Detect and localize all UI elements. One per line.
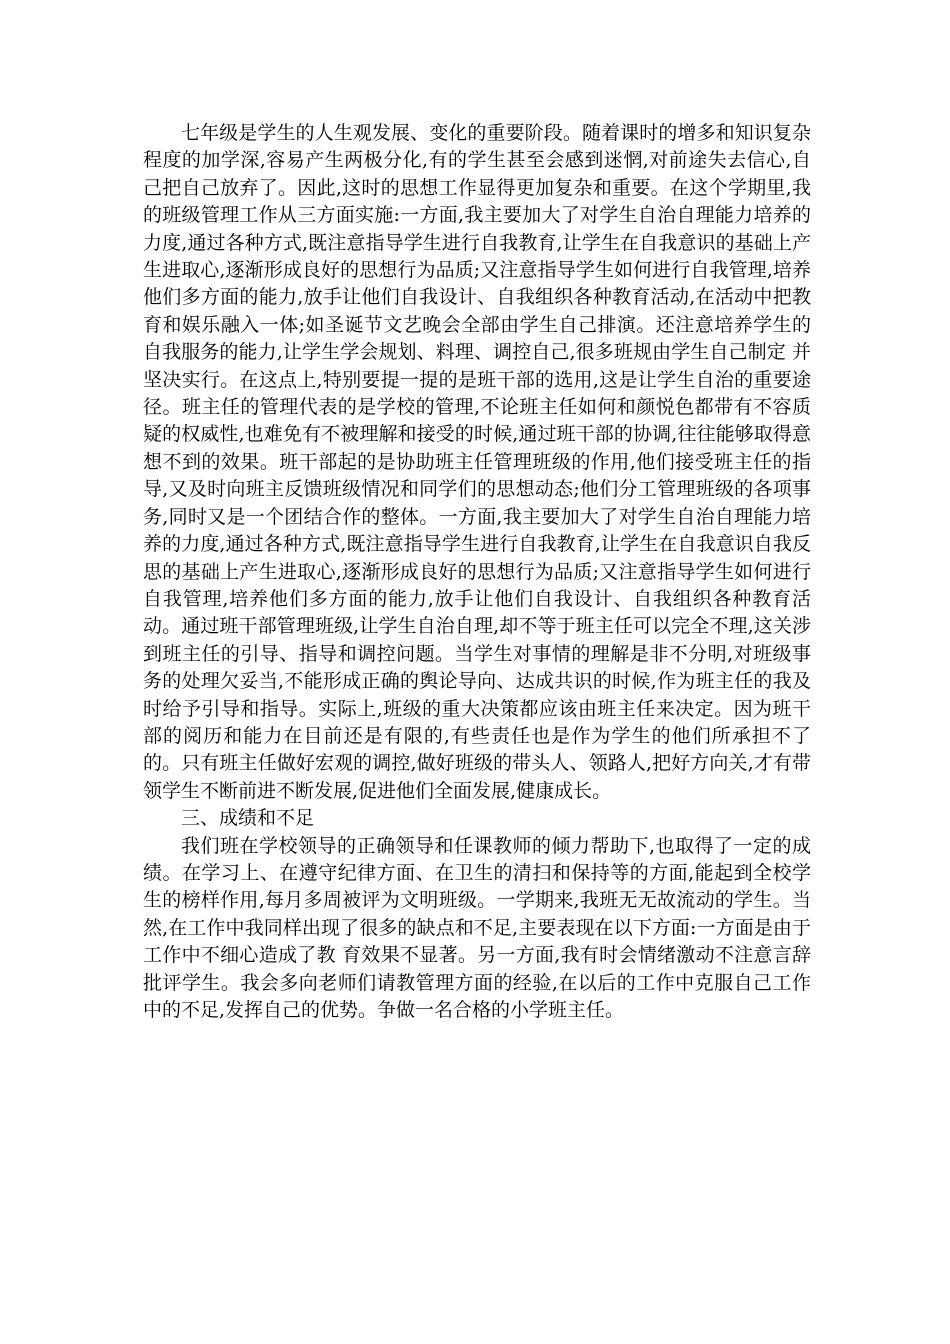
paragraph-achievements: 我们班在学校领导的正确领导和任课教师的倾力帮助下,也取得了一定的成绩。在学习上、在遵守纪律方面、在卫生的清扫和保持等的方面,能起到全校学生的榜样作用,每月多周被评为文明班级。一学期来,我班无无故流动的学生。当然,在工作中我同样出现了很多的缺点和不足,主要表现在以下方面:一方面是由于工作中不细心造成了教 育效果不显著。另一方面,我有时会情绪激动不注意言辞批评学生。我会多向老师们请教管理方面的经验,在以后的工作中克服自己工作中的不足,发挥自己的优势。争做一名合格的小学班主任。: [143, 834, 811, 1021]
section-heading-achievements: 三、成绩和不足: [181, 807, 315, 830]
document-page: [143, 120, 811, 1024]
paragraph-class-management: 七年级是学生的人生观发展、变化的重要阶段。随着课时的增多和知识复杂程度的加学深,容易产生两极分化,有的学生甚至会感到迷惘,对前途失去信心,自己把自己放弃了。因此,这时的思想工作显得更加复杂和重要。在这个学期里,我的班级管理工作从三方面实施:一方面,我主要加大了对学生自治自理能力培养的力度,通过各种方式,既注意指导学生进行自我教育,让学生在自我意识的基础上产生进取心,逐渐形成良好的思想行为品质;又注意指导学生如何进行自我管理,培养他们多方面的能力,放手让他们自我设计、自我组织各种教育活动,在活动中把教育和娱乐融入一体;如圣诞节文艺晚会全部由学生自己排演。还注意培养学生的自我服务的能力,让学生学会规划、料理、调控自己,很多班规由学生自己制定 并坚决实行。在这点上,特别要提一提的是班干部的选用,这是让学生自治的重要途径。班主任的管理代表的是学校的管理,不论班主任如何和颜悦色都带有不容质疑的权威性,也难免有不被理解和接受的时候,通过班干部的协调,往往能够取得意想不到的效果。班干部起的是协助班主任管理班级的作用,他们接受班主任的指导,又及时向班主反馈班级情况和同学们的思想动态;他们分工管理班级的各项事务,同时又是一个团结合作的整体。一方面,我主要加大了对学生自治自理能力培养的力度,通过各种方式,既注意指导学生进行自我教育,让学生在自我意识自我反思的基础上产生进取心,逐渐形成良好的思想行为品质;又注意指导学生如何进行自我管理,培养他们多方面的能力,放手让他们自我设计、自我组织各种教育活动。通过班干部管理班级,让学生自治自理,却不等于班主任可以完全不理,这关涉到班主任的引导、指导和调控问题。当学生对事情的理解是非不分明,对班级事务的处理欠妥当,不能形成正确的舆论导向、达成共识的时候,作为班主任的我及时给予引导和指导。实际上,班级的重大决策都应该由班主任来决定。因为班干部的阅历和能力在目前还是有限的,有些责任也是作为学生的他们所承担不了的。只有班主任做好宏观的调控,做好班级的带头人、领路人,把好方向关,才有带领学生不断前进不断发展,促进他们全面发展,健康成长。: [143, 122, 811, 802]
